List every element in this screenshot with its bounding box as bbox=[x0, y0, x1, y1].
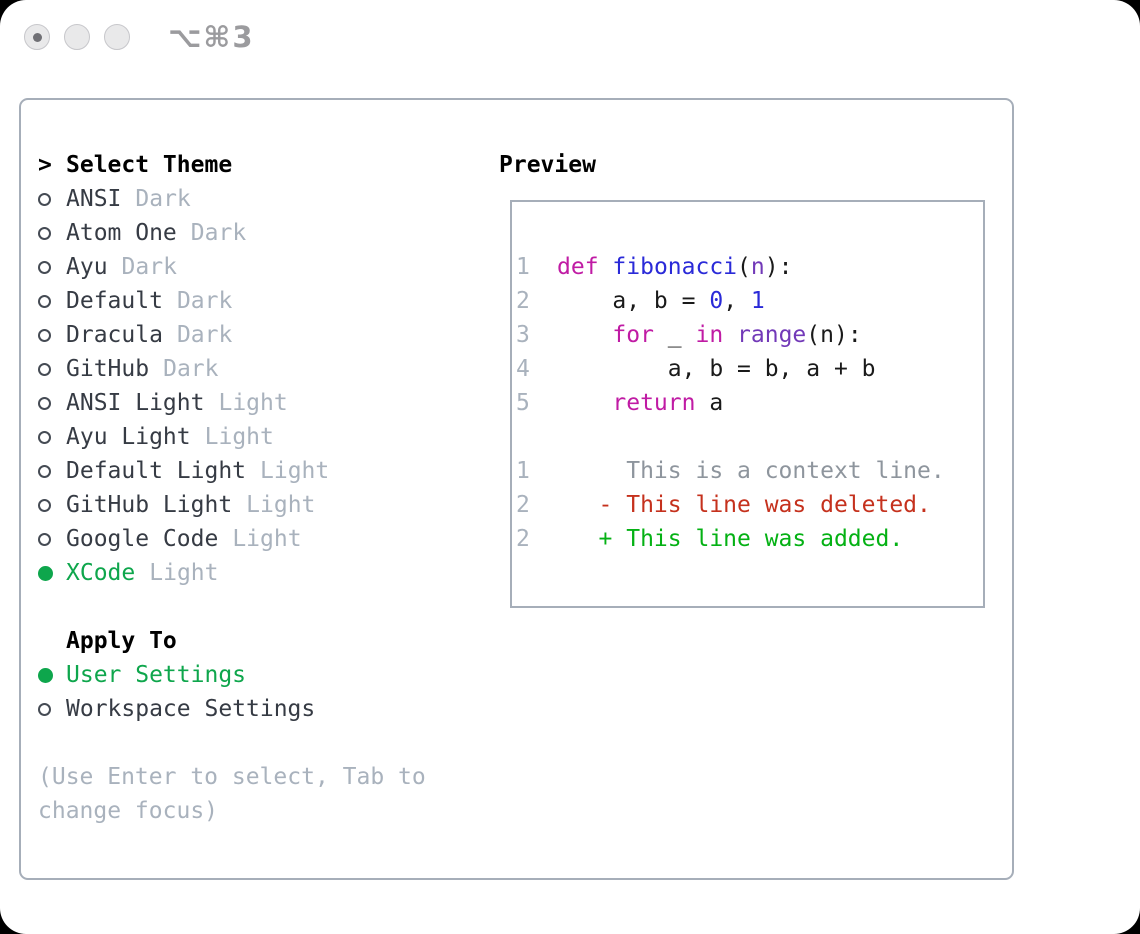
theme-option-ayu-light[interactable] bbox=[38, 420, 426, 454]
theme-option-github[interactable] bbox=[38, 352, 426, 386]
option-variant: Dark bbox=[121, 254, 177, 280]
traffic-light-minimize-icon[interactable] bbox=[64, 24, 90, 50]
option-variant: Dark bbox=[163, 356, 219, 382]
theme-option-xcode[interactable] bbox=[38, 556, 426, 590]
traffic-lights bbox=[24, 24, 130, 50]
radio-icon bbox=[38, 295, 66, 308]
theme-options-list bbox=[38, 182, 426, 590]
apply-to-section bbox=[38, 624, 426, 726]
preview-line bbox=[516, 318, 983, 352]
option-variant: Light bbox=[149, 560, 219, 586]
theme-option-atom-one[interactable] bbox=[38, 216, 426, 250]
option-variant: Dark bbox=[176, 288, 233, 314]
theme-option-ansi-light[interactable] bbox=[38, 386, 426, 420]
option-label: Workspace Settings bbox=[66, 696, 316, 722]
radio-icon bbox=[38, 465, 66, 478]
radio-icon bbox=[38, 193, 66, 206]
radio-selected-icon bbox=[38, 566, 66, 581]
radio-icon bbox=[38, 397, 66, 410]
theme-option-dracula[interactable] bbox=[38, 318, 426, 352]
option-label: ANSI bbox=[66, 186, 122, 212]
theme-option-ayu[interactable] bbox=[38, 250, 426, 284]
line-content: - This line was deleted. bbox=[557, 492, 931, 518]
traffic-light-close-icon[interactable] bbox=[24, 24, 50, 50]
line-content: a, b = 0, 1 bbox=[557, 288, 765, 314]
line-number: 1 bbox=[516, 254, 530, 280]
option-variant: Light bbox=[246, 492, 316, 518]
prompt-icon: > bbox=[38, 152, 52, 178]
option-label: GitHub Light bbox=[66, 492, 233, 518]
hint-line-1: (Use Enter to select, Tab to bbox=[38, 764, 426, 790]
line-content: return a bbox=[612, 390, 724, 416]
hint-line-2: change focus) bbox=[38, 798, 219, 824]
select-theme-header bbox=[38, 148, 426, 182]
radio-icon bbox=[38, 329, 66, 342]
preview-line bbox=[516, 386, 983, 420]
line-number: 5 bbox=[516, 390, 530, 416]
option-label: Dracula bbox=[66, 322, 163, 348]
option-label: Google Code bbox=[66, 526, 219, 552]
option-label: XCode bbox=[66, 560, 136, 586]
active-dot-icon bbox=[33, 33, 42, 42]
line-content: def fibonacci(n): bbox=[557, 254, 793, 280]
option-variant: Light bbox=[232, 526, 302, 552]
line-number: 2 bbox=[516, 526, 530, 552]
line-number: 1 bbox=[516, 458, 530, 484]
radio-selected-icon bbox=[38, 668, 66, 683]
radio-icon bbox=[38, 703, 66, 716]
preview-line bbox=[516, 454, 983, 488]
select-theme-title: Select Theme bbox=[66, 152, 233, 178]
option-label: Default Light bbox=[66, 458, 247, 484]
preview-line bbox=[516, 488, 983, 522]
line-number: 2 bbox=[516, 288, 530, 314]
option-variant: Light bbox=[260, 458, 330, 484]
theme-option-default-light[interactable] bbox=[38, 454, 426, 488]
preview-line bbox=[516, 284, 983, 318]
line-number: 3 bbox=[516, 322, 530, 348]
option-variant: Dark bbox=[135, 186, 191, 212]
radio-icon bbox=[38, 227, 66, 240]
option-label: User Settings bbox=[66, 662, 247, 688]
line-content: This is a context line. bbox=[557, 458, 945, 484]
option-variant: Light bbox=[218, 390, 288, 416]
theme-option-default[interactable] bbox=[38, 284, 426, 318]
radio-icon bbox=[38, 363, 66, 376]
line-number: 4 bbox=[516, 356, 530, 382]
theme-list-column bbox=[38, 148, 426, 828]
option-label: ANSI Light bbox=[66, 390, 205, 416]
line-content: + This line was added. bbox=[557, 526, 904, 552]
preview-line bbox=[516, 522, 983, 556]
radio-icon bbox=[38, 431, 66, 444]
line-content: a, b = b, a + b bbox=[557, 356, 876, 382]
option-label: GitHub bbox=[66, 356, 150, 382]
preview-box bbox=[510, 200, 985, 608]
line-content: for _ in range(n): bbox=[612, 322, 862, 348]
apply-option-user-settings[interactable] bbox=[38, 658, 426, 692]
theme-option-ansi[interactable] bbox=[38, 182, 426, 216]
line-number: 2 bbox=[516, 492, 530, 518]
apply-to-options-list bbox=[38, 658, 426, 726]
option-label: Default bbox=[66, 288, 163, 314]
apply-option-workspace-settings[interactable] bbox=[38, 692, 426, 726]
theme-selector-panel bbox=[19, 98, 1014, 880]
apply-to-title: Apply To bbox=[66, 628, 177, 654]
radio-icon bbox=[38, 499, 66, 512]
theme-option-google-code[interactable] bbox=[38, 522, 426, 556]
radio-icon bbox=[38, 533, 66, 546]
apply-to-header bbox=[38, 624, 426, 658]
option-label: Ayu bbox=[66, 254, 108, 280]
option-variant: Light bbox=[204, 424, 274, 450]
line-number bbox=[516, 420, 530, 454]
option-label: Atom One bbox=[66, 220, 177, 246]
window-shortcut-label: ⌥⌘3 bbox=[168, 20, 255, 54]
preview-line bbox=[516, 420, 983, 454]
preview-line bbox=[516, 352, 983, 386]
option-variant: Dark bbox=[176, 322, 233, 348]
theme-option-github-light[interactable] bbox=[38, 488, 426, 522]
option-label: Ayu Light bbox=[66, 424, 191, 450]
preview-line bbox=[516, 250, 983, 284]
preview-title: Preview bbox=[499, 152, 596, 178]
option-variant: Dark bbox=[190, 220, 247, 246]
keyboard-hint bbox=[38, 760, 426, 828]
traffic-light-zoom-icon[interactable] bbox=[104, 24, 130, 50]
radio-icon bbox=[38, 261, 66, 274]
